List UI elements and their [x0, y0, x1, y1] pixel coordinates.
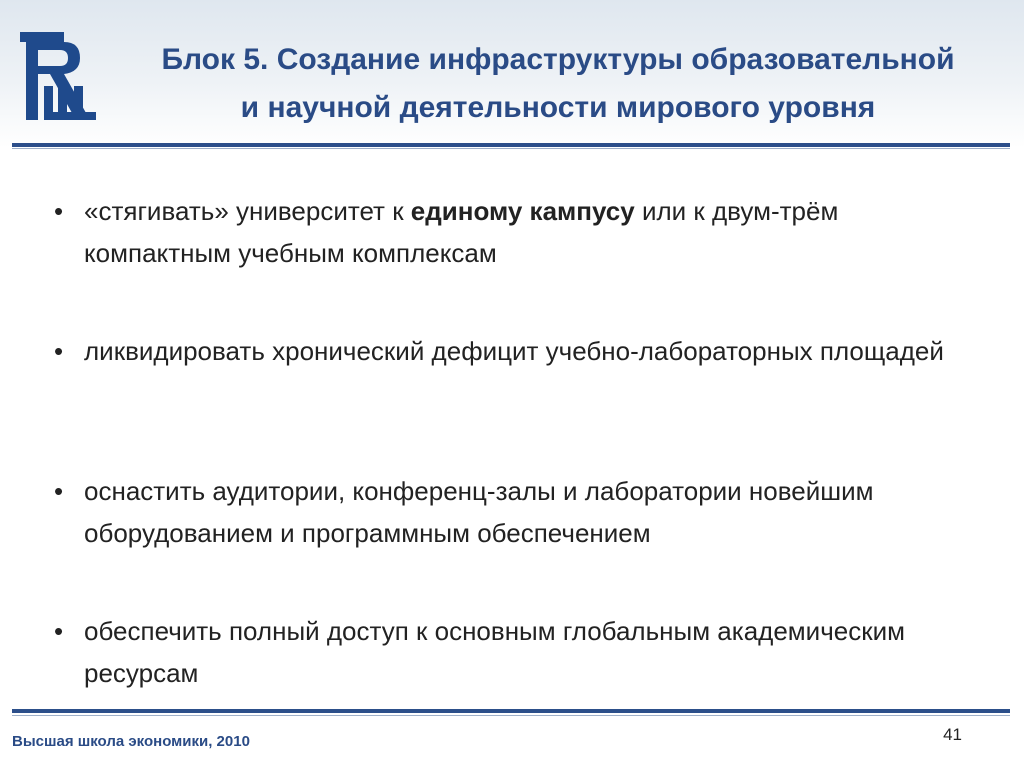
bullet-item [52, 190, 982, 290]
bullet-text: ликвидировать хронический дефицит учебно-лабораторных площадей [84, 336, 944, 366]
bullet-icon: • [54, 336, 64, 366]
bullet-item [52, 330, 982, 430]
header-divider [12, 143, 1010, 147]
bullet-list [52, 190, 982, 750]
slide-title-line-1: Блок 5. Создание инфраструктуры образовательной [161, 43, 955, 76]
slide-title-line-2: и научной деятельности мирового уровня [240, 91, 876, 124]
bullet-item [52, 610, 982, 710]
bullet-item [52, 470, 982, 570]
footer-divider [12, 709, 1010, 713]
bullet-text: оснастить аудитории, конференц-залы и лаборатории новейшим оборудованием и программным обеспечением [84, 476, 874, 548]
bullet-icon: • [54, 476, 64, 506]
hse-logo [20, 26, 98, 126]
bullet-text-emphasis: единому кампусу [410, 196, 635, 226]
bullet-icon: • [54, 196, 64, 226]
bullet-text-part: «стягивать» университет к [84, 196, 411, 226]
slide-title [100, 36, 1016, 132]
bullet-text [84, 190, 982, 274]
header-divider-thin [12, 148, 1010, 149]
bullet-text: обеспечить полный доступ к основным глобальным академическим ресурсам [84, 616, 905, 688]
page-number: 41 [943, 725, 962, 744]
footer-organization: Высшая школа экономики, 2010 [12, 733, 250, 750]
bullet-text-part: или к двум-трём компактным учебным комплексам [84, 196, 839, 268]
bullet-icon: • [54, 616, 64, 646]
footer-divider-thin [12, 715, 1010, 716]
